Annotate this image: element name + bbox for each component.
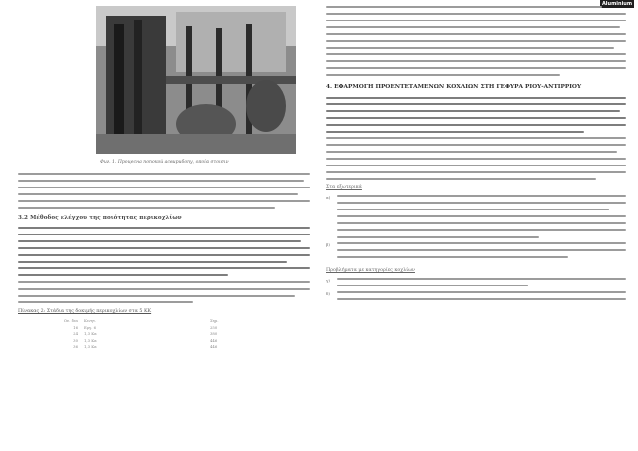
subheading-problems: Προβλήματα με κατηγορίες κοχλίων	[326, 267, 415, 273]
list-item: α)	[326, 195, 626, 242]
paragraph-top-right	[326, 6, 626, 76]
data-table	[18, 318, 310, 350]
publisher-logo: Aluminium	[601, 1, 633, 7]
subheading-criteria: Στα εξωτερικά	[326, 184, 362, 190]
figure-photo	[96, 6, 296, 154]
list-item: γ)	[326, 278, 626, 292]
table-row: 24 1,3 Κα 380	[73, 331, 218, 337]
right-column	[326, 0, 626, 305]
section-3-2-heading: 3.2 Μέθοδος ελέγχου της ποιότητας περικοχλίων	[18, 214, 182, 221]
section-4-heading: 4. ΕΦΑΡΜΟΓΗ ΠΡΟΕΝΤΕΤΑΜΕΝΩΝ ΚΟΧΛΙΩΝ ΣΤΗ ΓΕΦΥΡΑ ΡΙΟΥ-ΑΝΤΙΡΡΙΟΥ	[326, 83, 582, 90]
list-item: β)	[326, 242, 626, 262]
paragraph-bridge-2	[326, 137, 626, 180]
table-row: 30 1,3 Κα 446	[73, 337, 218, 343]
table-row: 16 Εργ. 6 250	[73, 324, 218, 330]
table-row: 36 1,3 Κα 446	[73, 343, 218, 349]
table-title: Πίνακας 2: Στάδια της δοκιμής περικοχλίων στα 5 ΚΚ	[18, 309, 152, 315]
left-column	[18, 6, 310, 350]
paragraph-method	[18, 227, 310, 276]
paragraph-bridge	[326, 97, 626, 133]
paragraph-intro	[18, 173, 310, 209]
paragraph-method-2	[18, 281, 310, 303]
table-row: Ον. δια Κινητ. Σημ.	[63, 318, 219, 324]
list-item: δ)	[326, 291, 626, 305]
figure-caption: Фиг. 1. Процесна попокой асвирибопу, οποία στοισιν	[100, 160, 229, 165]
